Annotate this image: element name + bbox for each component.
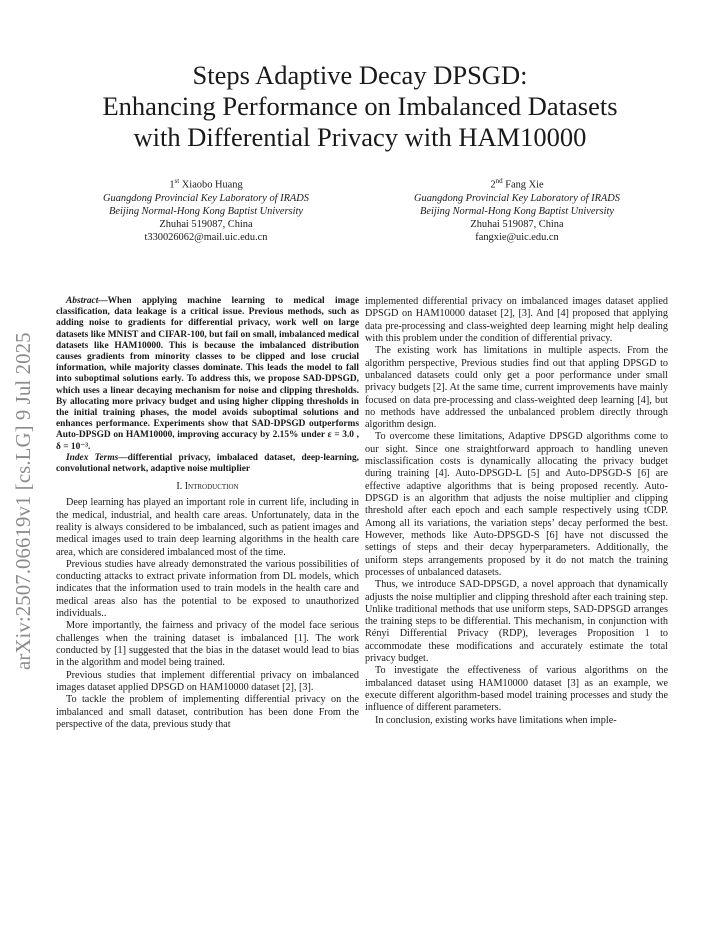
- paragraph: In conclusion, existing works have limitations when imple-: [375, 714, 617, 726]
- author-block-1: [56, 175, 356, 244]
- paragraph: Previous studies that implement differential privacy on imbalanced images dataset applied DPSGD on HAM10000 dataset [2], [3].: [56, 669, 359, 693]
- paragraph: implemented differential privacy on imbalanced images dataset applied DPSGD on HAM10000 dataset [2], [3]. And [4] proposed that applying data pre-processing and class-weighted deep learning might help dealing with this problem under the condition of differential privacy.: [365, 296, 668, 344]
- left-column: [56, 296, 359, 731]
- author-email[interactable]: fangxie@uic.edu.cn: [475, 232, 559, 244]
- author-affiliation: Beijing Normal-Hong Kong Baptist University: [420, 205, 614, 217]
- author-name: 2nd Fang Xie: [490, 177, 544, 191]
- author-affiliation: Guangdong Provincial Key Laboratory of IRADS: [414, 192, 620, 204]
- title-line-2: Enhancing Performance on Imbalanced Datasets: [102, 91, 618, 121]
- paragraph: More importantly, the fairness and privacy of the model face serious challenges when the training dataset is imbalanced [1]. The work conducted by [1] suggested that the bias in the dataset would lead to bias in the algorithm and model being trained.: [56, 620, 359, 669]
- abstract: Abstract—When applying machine learning to medical image classification, data leakage is a critical issue. Previous methods, such as adding noise to gradients for differential privacy, work well on large datasets like MNIST and CIFAR-100, but fail on small, imbalanced medical datasets like HAM10000. This is because the imbalanced distribution causes gradients from minority classes to be clipped and lose crucial information, while majority classes dominate. This leads the model to fall into suboptimal solutions early. To address this, we propose SAD-DPSGD, which uses a linear decaying mechanism for noise and clipping thresholds. By allocating more privacy budget and using higher clipping thresholds in the initial training phases, the model avoids suboptimal solutions and enhances performance. Experiments show that SAD-DPSGD outperforms Auto-DPSGD on HAM10000, improving accuracy by 2.15% under ε = 3.0 , δ = 10⁻³.: [56, 296, 359, 452]
- author-affiliation: Guangdong Provincial Key Laboratory of IRADS: [103, 192, 309, 204]
- paragraph: The existing work has limitations in multiple aspects. From the algorithm perspective, Previous studies find out that appling DPSGD to unbalanced datasets could only get a poor performance under small privacy budgets [2]. At the same time, current improvements have mainly focused on data pre-processing and class-weighted deep learning [4], but no methods have addressed the unbalanced problem directly through algorithm design.: [365, 345, 668, 431]
- author-email[interactable]: t330026062@mail.uic.edu.cn: [144, 232, 268, 244]
- title-line-1: Steps Adaptive Decay DPSGD:: [192, 60, 528, 90]
- paragraph: To tackle the problem of implementing differential privacy on the imbalanced and small dataset, contribution has been done From the perspective of the data, previous study that: [56, 694, 359, 730]
- title-line-3: with Differential Privacy with HAM10000: [133, 122, 587, 152]
- paper-title: [40, 60, 680, 153]
- right-column: [365, 296, 668, 727]
- arxiv-stamp[interactable]: arXiv:2507.06619v1 [cs.LG] 9 Jul 2025: [12, 332, 35, 670]
- paragraph: Previous studies have already demonstrated the various possibilities of conducting attacks to extract private information from DL models, which indicates that the information used to train models in the health care and medical areas also has the potential to be exposed to unauthorized individuals..: [56, 558, 359, 620]
- author-block-2: [367, 175, 667, 244]
- paragraph: To overcome these limitations, Adaptive DPSGD algorithms come to our sight. Since one straightforward approach to handling uneven misclassification costs is dynamically allocating the privacy budget during training [4]. Auto-DPSGD-L [5] and Auto-DPSGD-S [6] are effective adaptive algorithms that is being proposed recently. Auto-DPSGD is an algorithm that adjusts the noise multiplier and clipping threshold after each epoch and each sample respectively using tCDP. Among all its variations, the variation steps’ decay performed the best. However, methods like Auto-DPSGD-S [6] have not discussed the settings of steps and their decay hyperparameters. Additionally, the uniform steps arrangements proposed by it do not match the training processes of unbalanced datasets.: [365, 431, 668, 578]
- section-heading-introduction: I. Introduction: [176, 481, 239, 493]
- author-name: 1st Xiaobo Huang: [169, 177, 243, 191]
- author-affiliation: Beijing Normal-Hong Kong Baptist University: [109, 205, 303, 217]
- index-terms: Index Terms—differential privacy, imbalaced dataset, deep-learning, convolutional network, adaptive noise multiplier: [56, 452, 359, 475]
- paragraph: To investigate the effectiveness of various algorithms on the imbalanced dataset using HAM10000 dataset [3] as an example, we execute different algorithm-based model training processes and study the influence of different parameters.: [365, 665, 668, 714]
- author-city: Zhuhai 519087, China: [159, 219, 253, 231]
- author-city: Zhuhai 519087, China: [470, 219, 564, 231]
- paragraph: Deep learning has played an important role in current life, including in the medical, industrial, and health care areas. Unfortunately, data in the reality is always considered to be imbalanced, such as patient images and medical images used to train deep learning algorithms in the health care area, which are considered imbalanced most of the time.: [56, 497, 359, 558]
- paragraph: Thus, we introduce SAD-DPSGD, a novel approach that dynamically adjusts the noise multiplier and clipping threshold after each training step. Unlike traditional methods that use uniform steps, SAD-DPSGD arranges the training steps to be differential. This mechanism, in conjunction with Rényi Differential Privacy (RDP), leverages Proposition 1 to accommodate these modifications and accurately estimate the total privacy budget.: [365, 579, 668, 665]
